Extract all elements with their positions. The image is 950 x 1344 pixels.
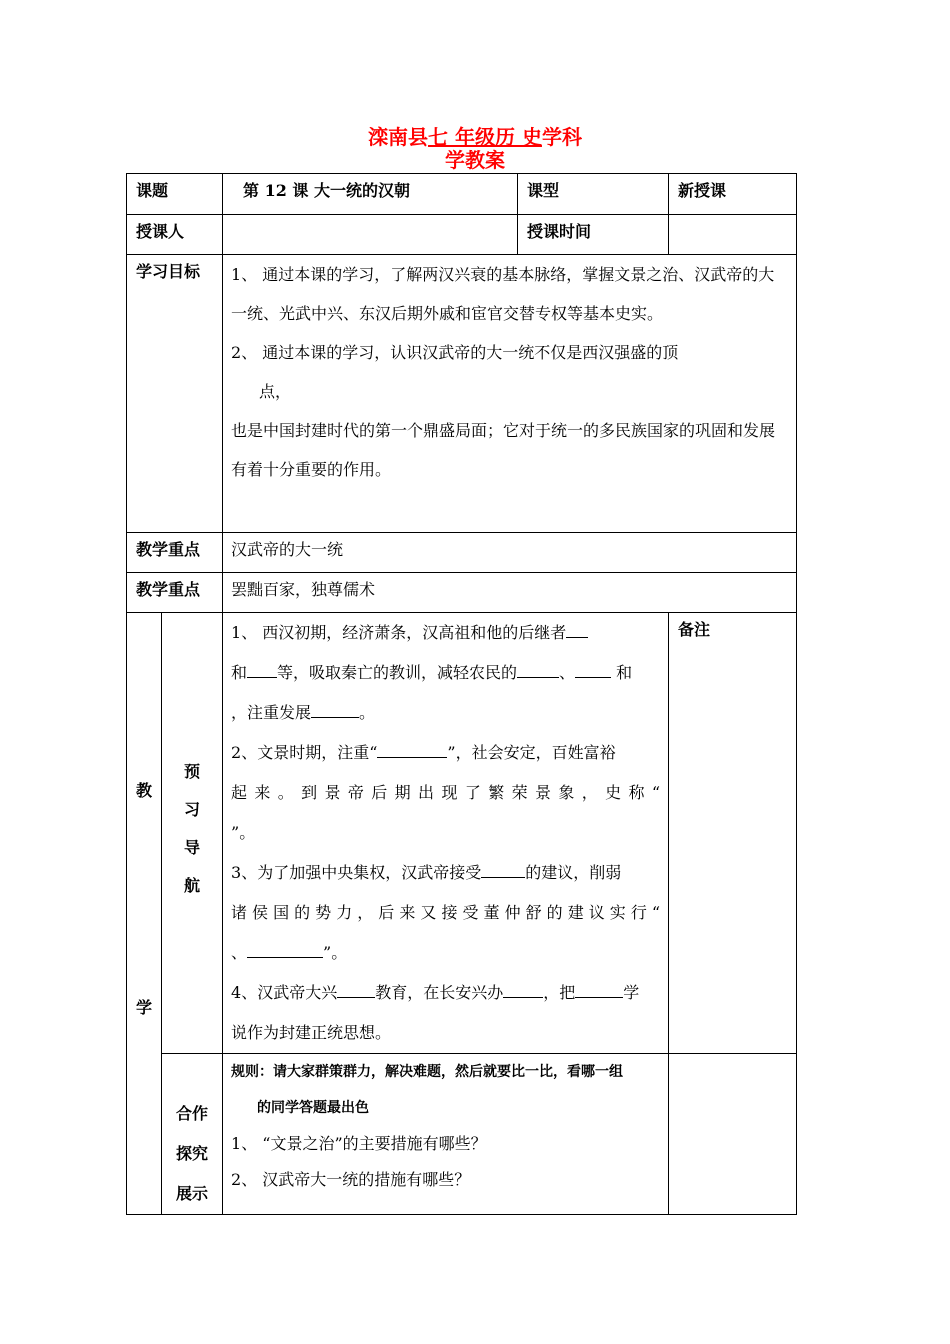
q1-blank-1 [566,621,588,638]
type-label: 课型 [518,174,669,215]
type-value: 新授课 [669,174,797,215]
process-outer-label [127,613,162,1215]
q1-text-f: ，注重发展 [231,703,312,722]
coop-rule-line-1: 规则：请大家群策群力，解决难题，然后就要比一比，看哪一组 [231,1064,624,1080]
q3-blank-1 [481,861,525,878]
preview-char-3: 导 [184,838,201,857]
q4-text-b: 教育，在长安兴办 [375,983,504,1002]
key-point-label: 教学重点 [127,533,223,573]
preview-char-1: 预 [184,762,201,781]
q1-blank-4 [575,661,611,678]
q3-text-a: 3、为了加强中央集权，汉武帝接受 [231,863,482,882]
q4-text-e: 说作为封建正统思想。 [231,1023,392,1042]
objective-2a: 2、 通过本课的学习，认识汉武帝的大一统不仅是西汉强盛的顶 [231,343,679,362]
q1-blank-5 [311,701,359,718]
q4-text-a: 4、汉武帝大兴 [231,983,338,1002]
q1-blank-3 [517,661,559,678]
remark-column [669,613,797,1054]
lesson-plan-table [126,173,797,1215]
coop-line-3: 展示 [176,1184,209,1203]
teacher-value [223,215,518,255]
coop-question-1: 1、 “文景之治”的主要措施有哪些？ [231,1134,487,1153]
objective-2b: 点， [259,382,292,401]
key-point-value: 汉武帝的大一统 [223,533,797,573]
objective-2c: 也是中国封建时代的第一个鼎盛局面；它对于统一的多民族国家的巩固和发展有着十分重要的作用。 [231,421,776,479]
q3-text-c: 诸侯国的势力，后来又接受董仲舒的建议实行“ [231,903,661,922]
document-title-line2: 学教案 [445,148,505,172]
title-grade-subject: 七 年级历 史 [428,125,542,149]
q1-blank-2 [247,661,277,678]
q4-blank-3 [575,981,623,998]
objectives-label: 学习目标 [127,255,223,533]
remark-label: 备注 [678,620,711,639]
preview-char-4: 航 [184,876,201,895]
difficulty-value: 罢黜百家，独尊儒术 [223,573,797,613]
title-subject-suffix: 学科 [541,125,582,149]
coop-remark [669,1054,797,1215]
q2-text-b: ”，社会安定，百姓富裕 [447,743,616,762]
q3-text-d: 、 [231,943,248,962]
q1-text-b: 和 [231,663,248,682]
title-county: 滦南县 [368,125,429,149]
topic-label: 课题 [127,174,223,215]
q2-text-c: 起来。到景帝后期出现了繁荣景象，史称“ [231,783,661,802]
q1-text-d: 、 [559,663,576,682]
objectives-content [223,255,797,533]
process-label-jiao: 教 [135,781,152,800]
q4-blank-2 [503,981,543,998]
teacher-label: 授课人 [127,215,223,255]
q3-text-e: ”。 [323,943,348,962]
q4-blank-1 [337,981,375,998]
q1-text-g: 。 [359,703,376,722]
q2-blank-1 [377,741,447,758]
q1-text-e: 和 [616,663,633,682]
coop-question-2: 2、 汉武帝大一统的措施有哪些？ [231,1170,471,1189]
topic-value: 第 12 课 大一统的汉朝 [223,174,518,215]
coop-line-1: 合作 [176,1104,209,1123]
coop-line-2: 探究 [176,1144,209,1163]
document-title [0,125,950,149]
objective-1: 1、 通过本课的学习，了解两汉兴衰的基本脉络，掌握文景之治、汉武帝的大一统、光武中兴、东汉后期外戚和宦官交替专权等基本史实。 [231,265,775,323]
preview-char-2: 习 [184,800,201,819]
q4-text-c: ，把 [543,983,576,1002]
coop-content [223,1054,669,1215]
preview-content [223,613,669,1054]
q3-text-b: 的建议，削弱 [525,863,622,882]
difficulty-label: 教学重点 [127,573,223,613]
q3-blank-2 [247,941,323,958]
q4-text-d: 学 [623,983,640,1002]
coop-label [162,1054,223,1215]
preview-label [162,613,223,1054]
process-label-xue: 学 [135,998,152,1017]
time-label: 授课时间 [518,215,669,255]
q1-text-c: 等，吸取秦亡的教训，减轻农民的 [277,663,518,682]
coop-rule-line-2: 的同学答题最出色 [257,1100,370,1116]
q2-text-a: 2、文景时期，注重“ [231,743,378,762]
time-value [669,215,797,255]
q1-text-a: 1、 西汉初期，经济萧条，汉高祖和他的后继者 [231,623,567,642]
q2-text-d: ”。 [231,823,256,842]
